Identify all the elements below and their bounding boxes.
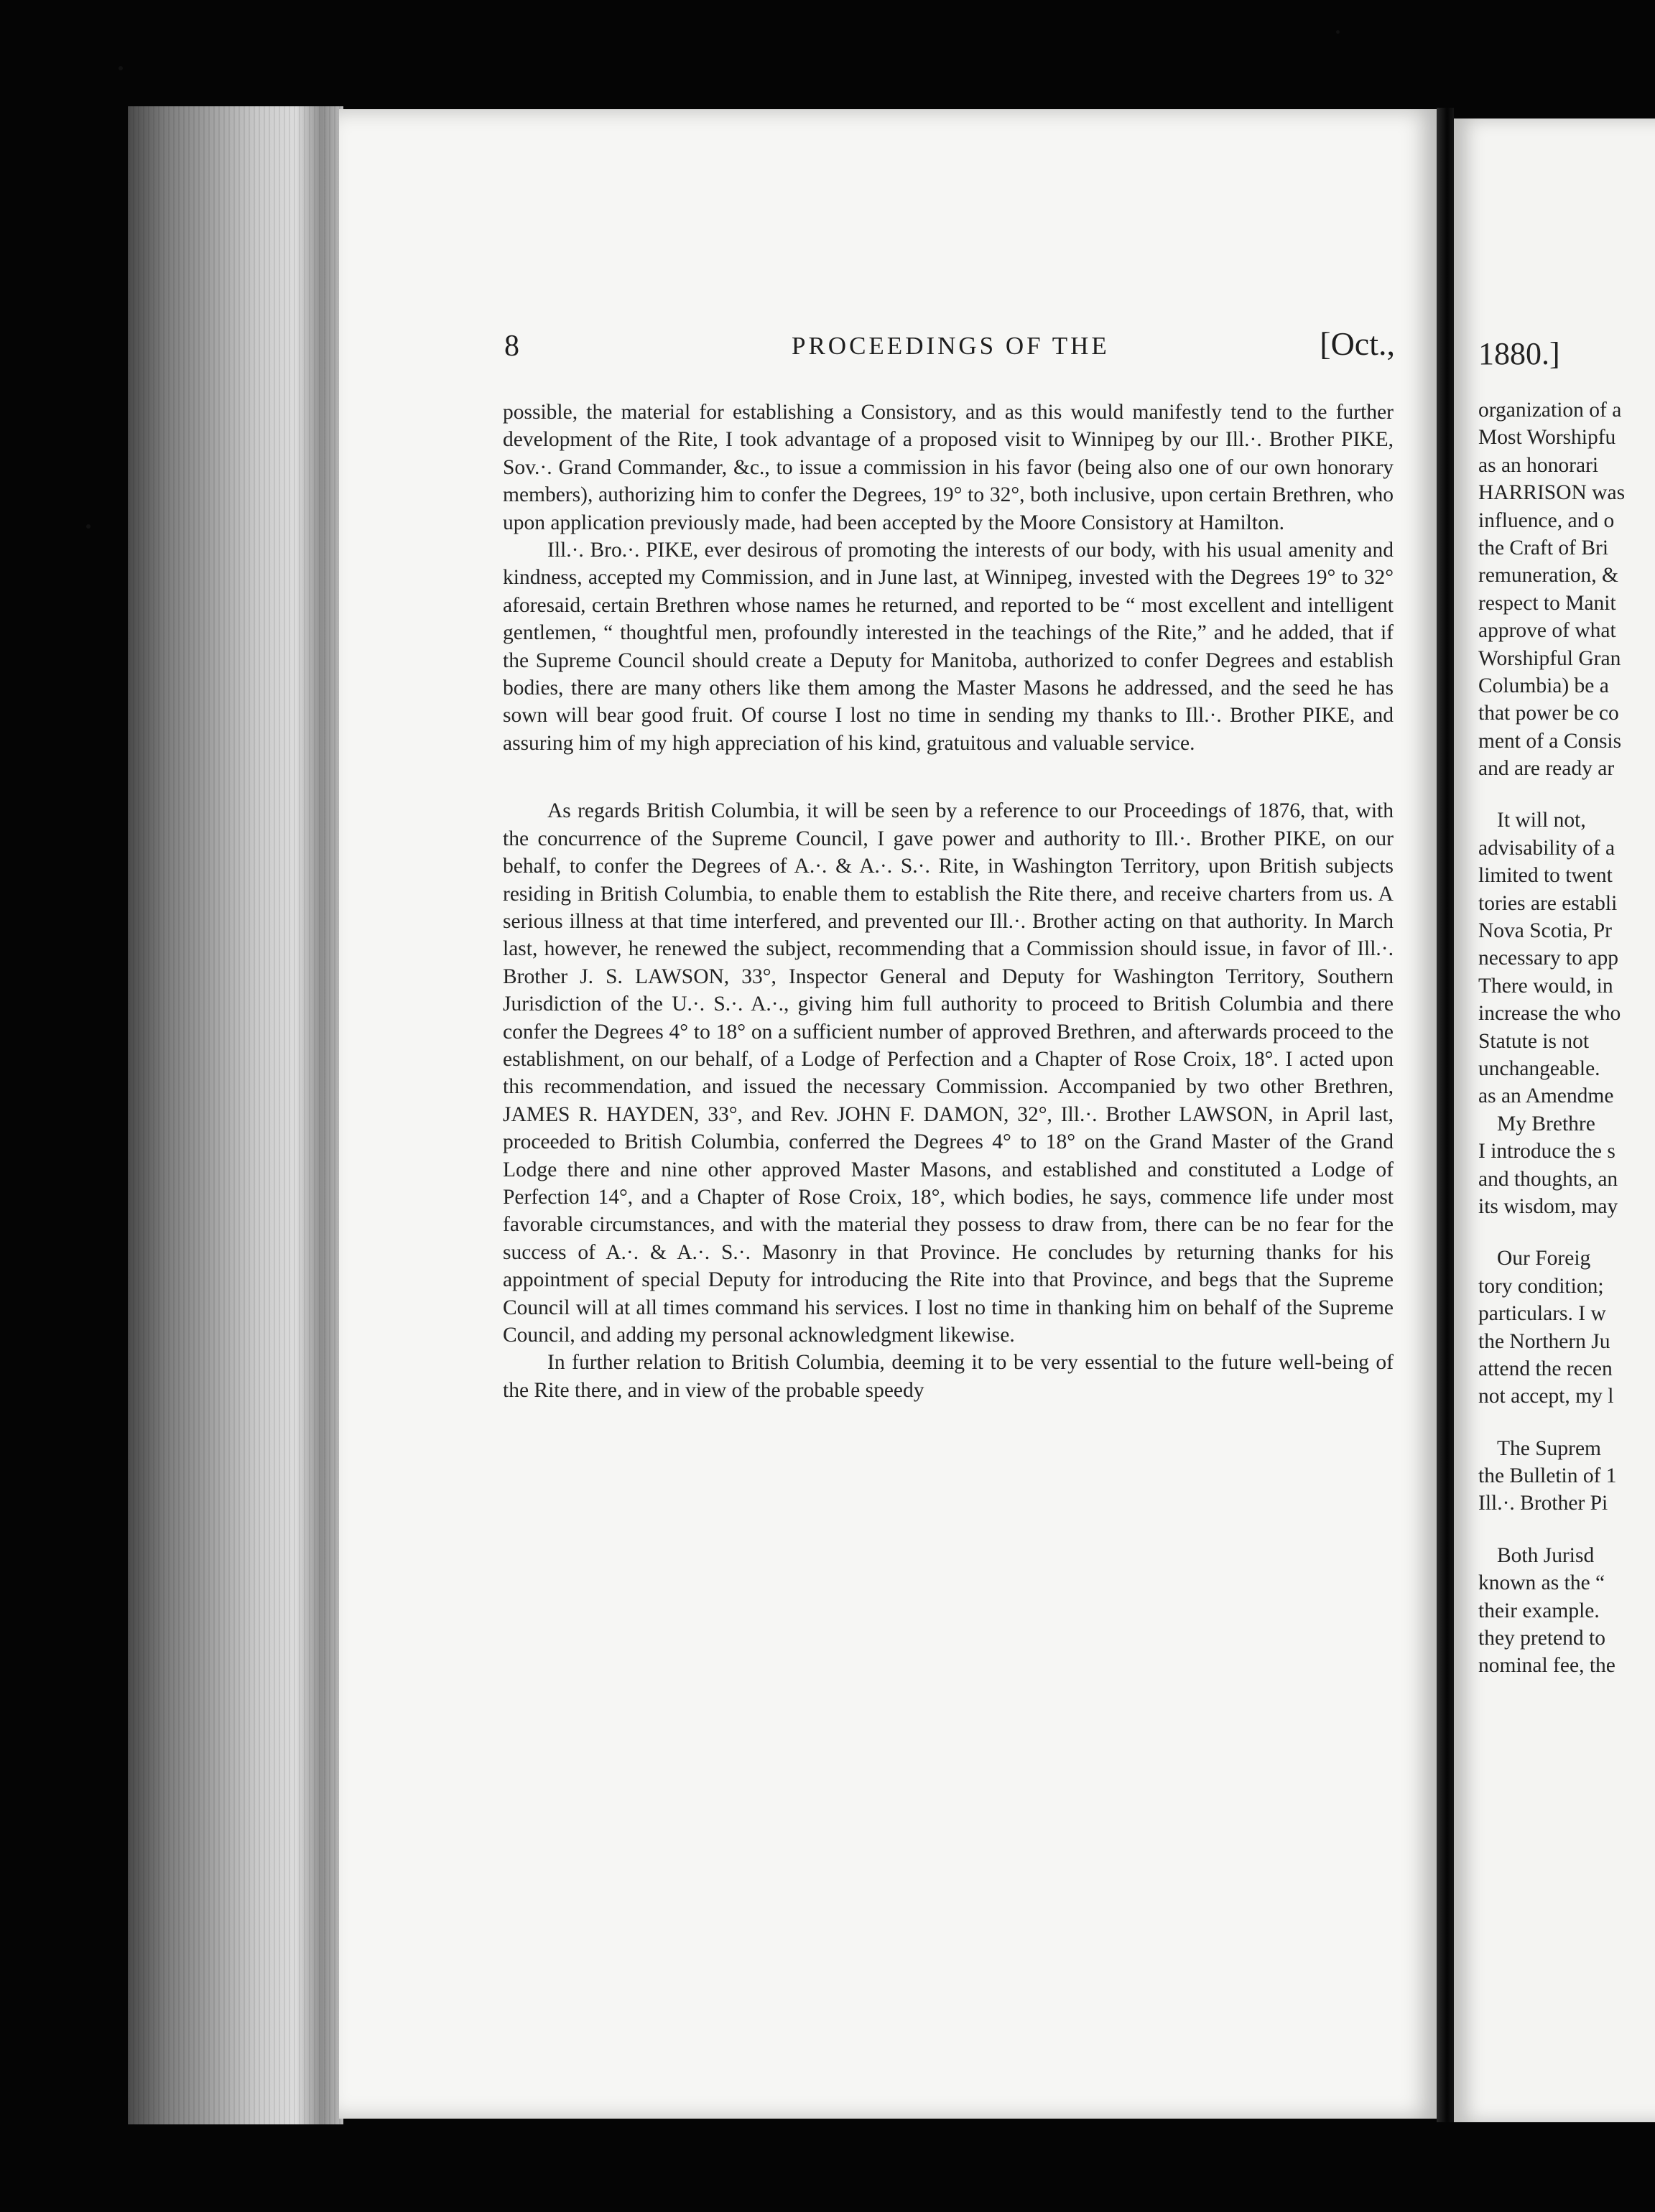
- text-line: ment of a Consis: [1478, 729, 1622, 753]
- text-line: not accept, my l: [1478, 1385, 1614, 1408]
- text-line: advisability of a: [1478, 836, 1615, 860]
- text-line: tories are establi: [1478, 891, 1618, 915]
- left-page-body: [503, 399, 1394, 1404]
- page-edge-texture: [128, 106, 343, 2124]
- text-line: Ill.·. Brother Pi: [1478, 1492, 1608, 1515]
- paragraph: Ill.·. Bro.·. PIKE, ever desirous of promoting the interests of our body, with his usual amenity and kindness, accepted my Commission, and in June last, at Winnipeg, invested with the Degrees 19° to 32° aforesaid, certain Brethren whose names he returned, and reported to be “ most excellent and intelligent gentlemen, “ thoughtful men, profoundly interested in the teachings of the Rite,” and he added, that if the Supreme Council should create a Deputy for Manitoba, authorized to confer Degrees and establish bodies, there are many others like them among the Master Masons he addressed, and the seed he has sown will bear good fruit. Of course I lost no time in sending my thanks to Ill.·. Brother PIKE, and assuring him of my high appreciation of his kind, gratuitous and valuable service.: [503, 539, 1394, 755]
- text-line: the Bulletin of 1: [1478, 1464, 1617, 1488]
- text-line: The Suprem: [1497, 1436, 1602, 1460]
- text-line: tory condition;: [1478, 1274, 1604, 1298]
- scan-speck: [86, 524, 91, 529]
- text-line: as an Amendme: [1478, 1084, 1614, 1108]
- scan-speck: [119, 66, 123, 70]
- book-gutter: [1437, 108, 1454, 2122]
- text-line: My Brethre: [1497, 1112, 1595, 1135]
- running-header: [504, 325, 1395, 379]
- text-line: particulars. I w: [1478, 1302, 1606, 1326]
- running-head-title: PROCEEDINGS OF THE: [792, 332, 1110, 360]
- text-line: influence, and o: [1478, 508, 1615, 532]
- text-line: HARRISON was: [1478, 481, 1626, 505]
- text-line: as an honorari: [1478, 453, 1599, 477]
- text-line: necessary to app: [1478, 947, 1618, 970]
- right-page-body: [1478, 329, 1655, 1680]
- text-line: and are ready ar: [1478, 757, 1615, 781]
- running-head-date: [Oct.,: [1320, 325, 1395, 362]
- text-line: its wisdom, may: [1478, 1194, 1618, 1218]
- text-line: Our Foreig: [1497, 1247, 1591, 1270]
- text-line: It will not,: [1497, 809, 1586, 832]
- text-line: Nova Scotia, Pr: [1478, 919, 1612, 943]
- text-line: known as the “: [1478, 1571, 1605, 1595]
- text-line: Statute is not: [1478, 1029, 1590, 1053]
- text-line: respect to Manit: [1478, 591, 1616, 615]
- text-line: and thoughts, an: [1478, 1167, 1618, 1191]
- text-line: Most Worshipfu: [1478, 426, 1616, 450]
- scan-speck: [1336, 30, 1340, 34]
- paragraph: As regards British Columbia, it will be seen by a reference to our Proceedings of 1876, that, with the concurrence of the Supreme Council, I gave power and authority to Ill.·. Brother PIKE, on our behalf, to confer the Degrees of A.·. & A.·. S.·. Rite, in Washington Territory, upon British subjects residing in British Columbia, to enable them to establish the Rite there, and receive charters from us. A serious illness at that time interfered, and prevented our Ill.·. Brother acting on that authority. In March last, however, he renewed the subject, recommending that a Commission should issue, in favor of Ill.·. Brother J. S. LAWSON, 33°, Inspector General and Deputy for Washington Territory, Southern Jurisdiction of the U.·. S.·. A.·., giving him full authority to proceed to British Columbia and there confer the Degrees 4° to 18° on a sufficient number of approved Brethren, and afterwards proceed to the establishment, on our behalf, of a Lodge of Perfection and a Chapter of Rose Croix, 18°. I acted upon this recommendation, and issued the necessary Commission. Accompanied by two other Brethren, JAMES R. HAYDEN, 33°, and Rev. JOHN F. DAMON, 32°, Ill.·. Brother LAWSON, in April last, proceeded to British Columbia, conferred the Degrees 4° to 18° on the Grand Master of the Grand Lodge there and nine other approved Master Masons, and established and constituted a Lodge of Perfection 14°, and a Chapter of Rose Croix, 18°, which bodies, he says, commence life under most favorable circumstances, and with the material they possess to draw from, there can be no fear for the success of A.·. & A.·. S.·. Masonry in that Province. He concludes by returning thanks for his appointment of special Deputy for introducing the Rite into that Province, and begs that the Supreme Council will at all times command his services. I lost no time in thanking him on behalf of the Supreme Council, and adding my personal acknowledgment likewise.: [503, 799, 1394, 1347]
- text-line: they pretend to: [1478, 1627, 1605, 1650]
- right-page-head: 1880.]: [1478, 336, 1560, 371]
- paragraph: possible, the material for establishing a Consistory, and as this would manifestly tend to the further development of the Rite, I took advantage of a proposed visit to Winnipeg by our Ill.·. Brother PIKE, Sov.·. Grand Commander, &c., to issue a commission in his favor (being also one of our own honorary members), authorizing him to confer the Degrees, 19° to 32°, both inclusive, upon certain Brethren, who upon application previously made, had been accepted by the Moore Consistory at Hamilton.: [503, 401, 1394, 534]
- text-line: unchangeable.: [1478, 1056, 1600, 1080]
- text-line: that power be co: [1478, 702, 1619, 725]
- text-line: There would, in: [1478, 974, 1613, 998]
- text-line: nominal fee, the: [1478, 1654, 1615, 1678]
- text-line: Both Jurisd: [1497, 1543, 1595, 1567]
- page-number: 8: [504, 330, 519, 363]
- text-line: Columbia) be a: [1478, 674, 1609, 697]
- text-line: their example.: [1478, 1599, 1600, 1622]
- text-line: the Northern Ju: [1478, 1329, 1610, 1353]
- text-line: limited to twent: [1478, 864, 1613, 888]
- text-line: attend the recen: [1478, 1357, 1613, 1380]
- text-line: remuneration, &: [1478, 564, 1618, 587]
- text-line: the Craft of Bri: [1478, 536, 1609, 559]
- paragraph: In further relation to British Columbia, deeming it to be very essential to the future well-being of the Rite there, and in view of the probable speedy: [503, 1351, 1394, 1402]
- text-line: organization of a: [1478, 399, 1622, 422]
- text-line: increase the who: [1478, 1002, 1621, 1026]
- text-line: I introduce the s: [1478, 1140, 1615, 1163]
- text-line: approve of what: [1478, 619, 1616, 643]
- text-line: Worshipful Gran: [1478, 646, 1621, 670]
